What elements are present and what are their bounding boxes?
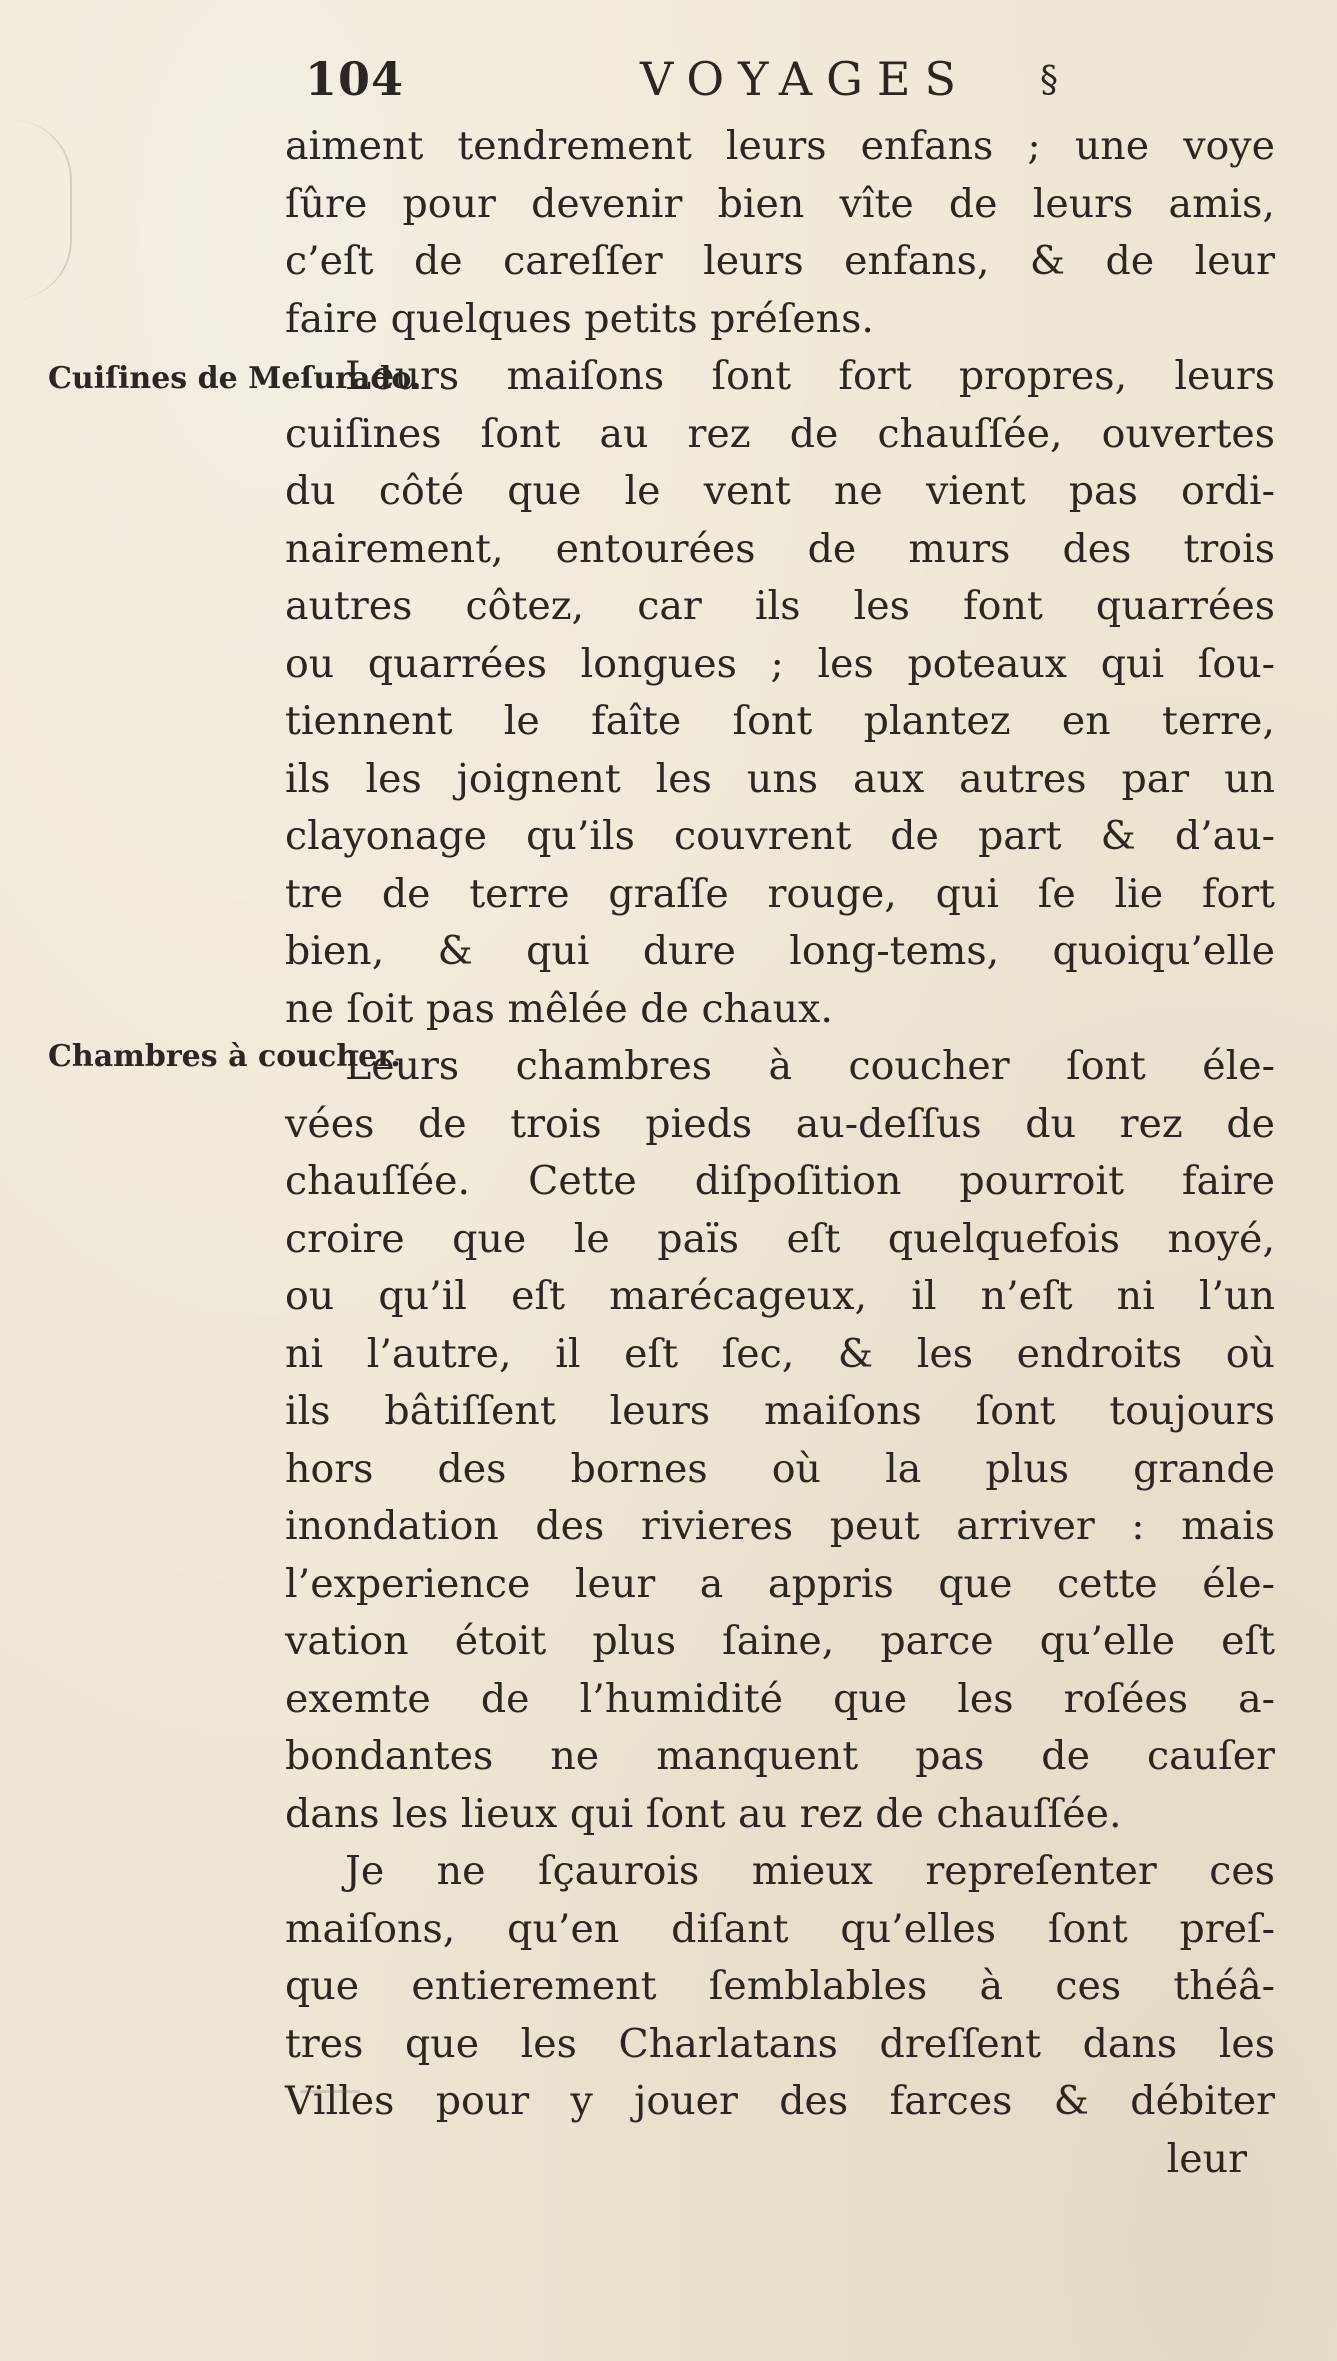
page-number: 104	[305, 52, 405, 106]
text-line: que entierement ſemblables à ces théâ-	[285, 1963, 1275, 2009]
text-line: Je ne ſçaurois mieux repreſenter ces	[345, 1848, 1275, 1894]
text-line: cuiſines ſont au rez de chauſſée, ouvertes	[285, 410, 1275, 457]
text-line: hors des bornes où la plus grande	[285, 1445, 1275, 1492]
text-line: bien, & qui dure long-tems, quoiqu’elle	[285, 928, 1275, 974]
text-line: c’eſt de careſſer leurs enfans, & de leur	[285, 238, 1275, 284]
text-line: inondation des rivieres peut arriver : mais	[285, 1503, 1275, 1549]
margin-note-chambres: Chambres à coucher.	[48, 1039, 401, 1074]
text-line: tre de terre graſſe rouge, qui ſe lie fort	[285, 870, 1275, 917]
text-line: dans les lieux qui ſont au rez de chauſſée.	[285, 1790, 1122, 1837]
text-line: ne ſoit pas mêlée de chaux.	[285, 985, 833, 1032]
text-line: nairement, entourées de murs des trois	[285, 525, 1275, 572]
text-line: clayonage qu’ils couvrent de part & d’au-	[285, 813, 1275, 859]
text-line: croire que le païs eſt quelquefois noyé,	[285, 1215, 1275, 1262]
text-line: ſûre pour devenir bien vîte de leurs amis,	[285, 180, 1275, 227]
body-text	[285, 118, 1275, 2188]
text-line: tiennent le faîte ſont plantez en terre,	[285, 698, 1275, 744]
text-line: vées de trois pieds au-deſſus du rez de	[285, 1100, 1275, 1147]
text-line: autres côtez, car ils les font quarrées	[285, 583, 1275, 629]
catchword: leur	[1166, 2135, 1247, 2182]
ink-smudge	[300, 2090, 360, 2093]
running-title-mark: §	[1040, 60, 1058, 101]
text-line: ils bâtiſſent leurs maiſons ſont toujours	[285, 1388, 1275, 1434]
page-header	[0, 52, 1337, 112]
text-line: ni l’autre, il eſt ſec, & les endroits où	[285, 1330, 1275, 1377]
text-line: l’experience leur a appris que cette éle-	[285, 1560, 1275, 1607]
text-line: ou qu’il eſt marécageux, il n’eſt ni l’un	[285, 1273, 1275, 1319]
text-line: aiment tendrement leurs enfans ; une voye	[285, 123, 1275, 169]
text-line: exemte de l’humidité que les roſées a-	[285, 1675, 1275, 1722]
text-line: vation étoit plus ſaine, parce qu’elle eſt	[285, 1618, 1275, 1664]
margin-note-cuisines: Cuiſines de Meſurado.	[48, 361, 422, 396]
text-line: faire quelques petits préſens.	[285, 295, 874, 342]
text-line: ou quarrées longues ; les poteaux qui ſou-	[285, 640, 1275, 687]
text-line: tres que les Charlatans dreſſent dans les	[285, 2020, 1275, 2067]
text-line: maiſons, qu’en diſant qu’elles ſont preſ-	[285, 1905, 1275, 1952]
text-line: Leurs maiſons ſont fort propres, leurs	[345, 353, 1275, 399]
text-line: chauſſée. Cette diſpoſition pourroit faire	[285, 1158, 1275, 1204]
text-line: Villes pour y jouer des farces & débiter	[285, 2078, 1275, 2124]
page-crease	[0, 120, 72, 300]
running-title: VOYAGES	[640, 52, 970, 106]
text-line: Leurs chambres à coucher ſont éle-	[345, 1043, 1275, 1089]
text-line: du côté que le vent ne vient pas ordi-	[285, 468, 1275, 514]
text-line: ils les joignent les uns aux autres par un	[285, 755, 1275, 802]
text-line: bondantes ne manquent pas de cauſer	[285, 1733, 1275, 1779]
